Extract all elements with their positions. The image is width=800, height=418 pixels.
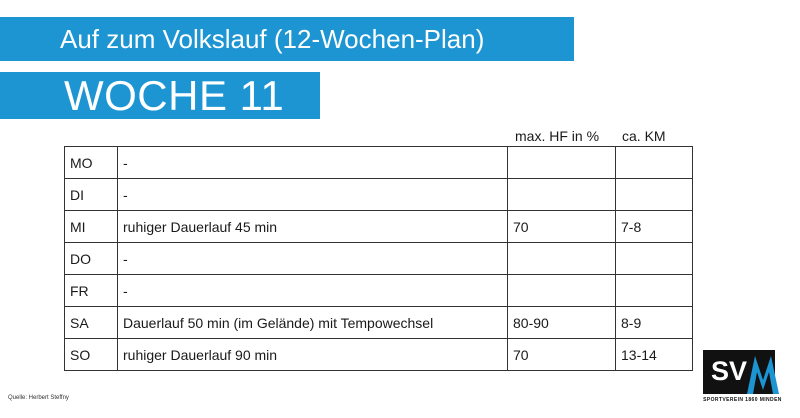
table-row — [65, 307, 693, 339]
table-row — [65, 339, 693, 371]
day-cell: SA — [65, 307, 118, 339]
day-cell: DO — [65, 243, 118, 275]
table-row — [65, 211, 693, 243]
km-cell — [616, 243, 693, 275]
day-cell: DI — [65, 179, 118, 211]
page-title-banner — [0, 17, 574, 61]
training-plan-table — [64, 146, 693, 371]
activity-cell: - — [118, 243, 508, 275]
hf-cell — [508, 179, 616, 211]
week-banner — [0, 72, 320, 119]
hf-cell — [508, 243, 616, 275]
hf-cell: 80-90 — [508, 307, 616, 339]
day-cell: MO — [65, 147, 118, 179]
logo-m-mark — [745, 350, 785, 394]
club-logo — [695, 350, 790, 406]
km-cell: 7-8 — [616, 211, 693, 243]
hf-cell: 70 — [508, 339, 616, 371]
km-cell: 8-9 — [616, 307, 693, 339]
column-header-hf: max. HF in % — [515, 128, 600, 144]
table-row — [65, 243, 693, 275]
source-note: Quelle: Herbert Steffny — [8, 395, 69, 401]
page-title: Auf zum Volkslauf (12-Wochen-Plan) — [60, 24, 485, 54]
table-row — [65, 275, 693, 307]
hf-cell — [508, 275, 616, 307]
column-header-km: ca. KM — [622, 128, 666, 144]
activity-cell: - — [118, 147, 508, 179]
activity-cell: Dauerlauf 50 min (im Gelände) mit Tempowechsel — [118, 307, 508, 339]
logo-letters: SV — [711, 356, 748, 386]
km-cell — [616, 147, 693, 179]
table-row — [65, 179, 693, 211]
hf-cell — [508, 147, 616, 179]
day-cell: MI — [65, 211, 118, 243]
activity-cell: ruhiger Dauerlauf 90 min — [118, 339, 508, 371]
km-cell — [616, 179, 693, 211]
hf-cell: 70 — [508, 211, 616, 243]
week-label: WOCHE 11 — [64, 72, 285, 119]
km-cell: 13-14 — [616, 339, 693, 371]
activity-cell: - — [118, 275, 508, 307]
activity-cell: ruhiger Dauerlauf 45 min — [118, 211, 508, 243]
km-cell — [616, 275, 693, 307]
table-row — [65, 147, 693, 179]
day-cell: FR — [65, 275, 118, 307]
activity-cell: - — [118, 179, 508, 211]
day-cell: SO — [65, 339, 118, 371]
logo-caption: SPORTVEREIN 1860 MINDEN — [703, 397, 782, 403]
